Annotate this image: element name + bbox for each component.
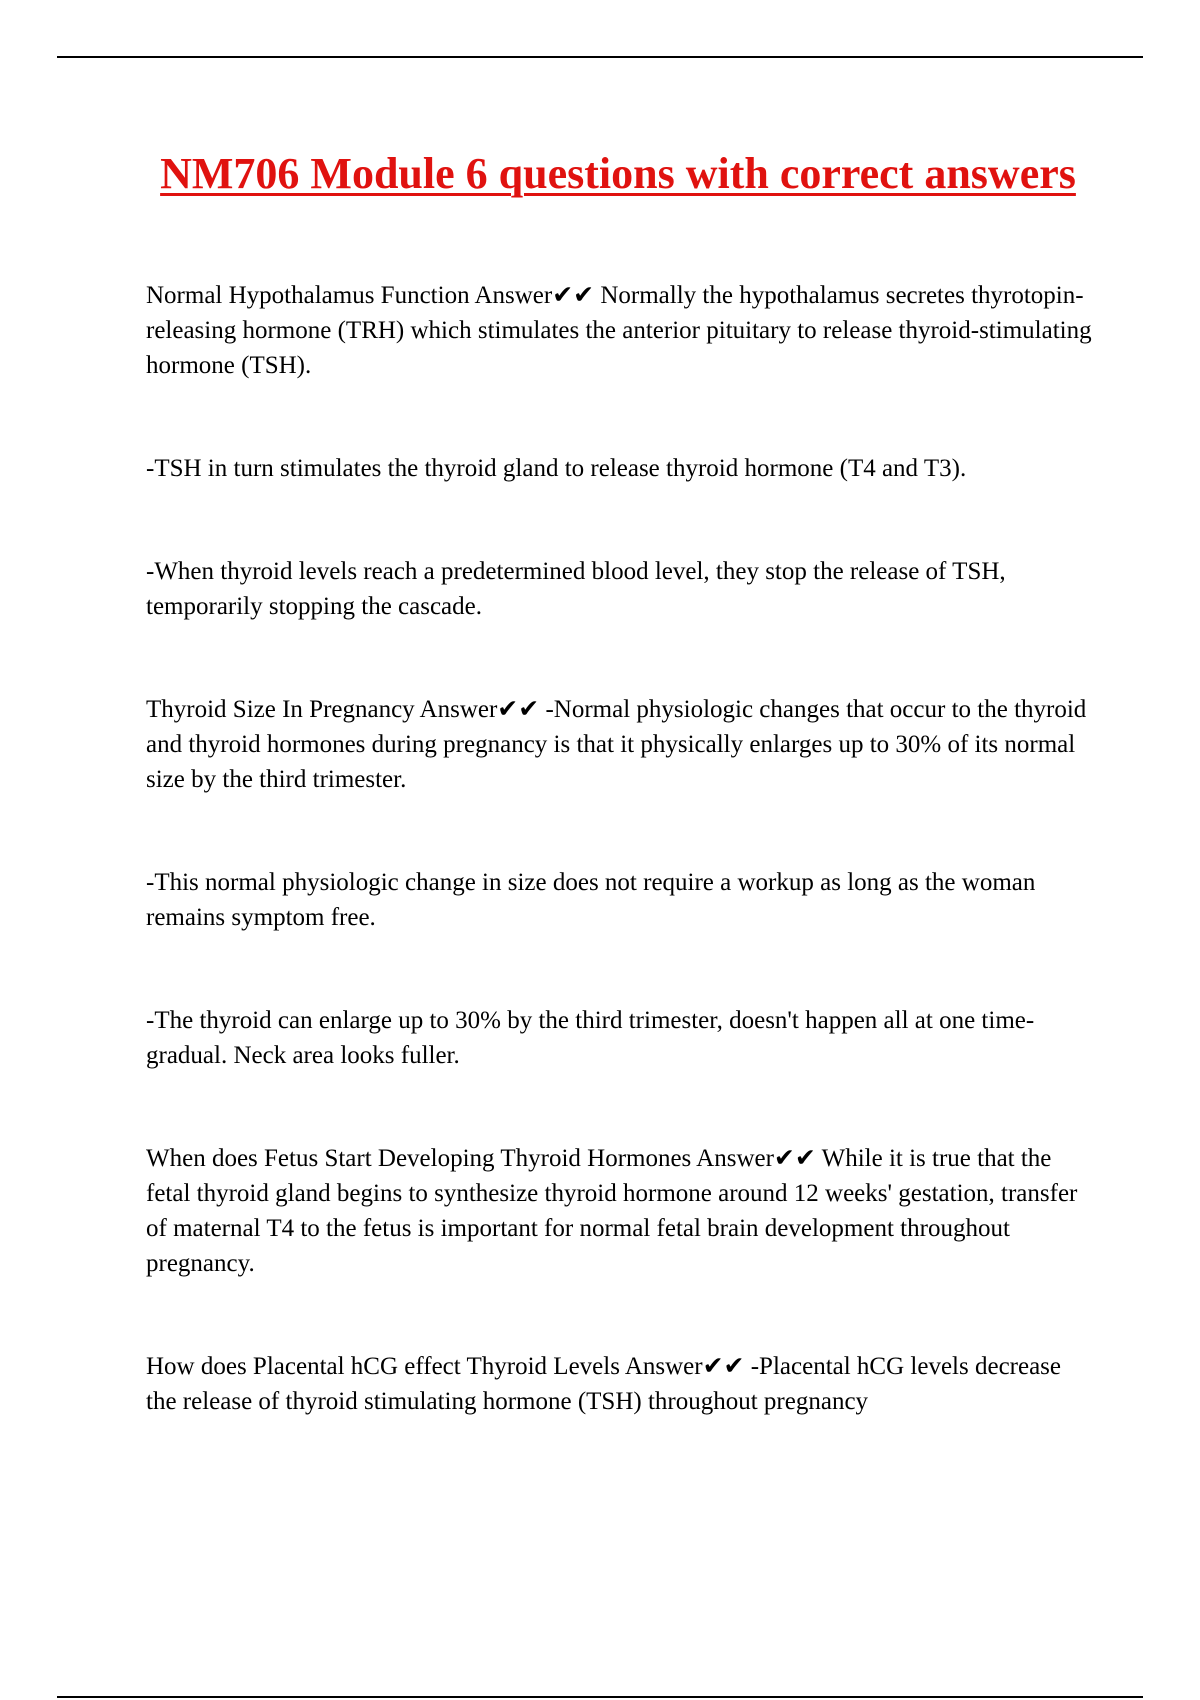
top-divider [57,56,1143,58]
paragraph-no-workup-needed: -This normal physiologic change in size does not require a workup as long as the woman remains symptom free. [146,869,1036,931]
paragraph-tsh-stimulates-thyroid: -TSH in turn stimulates the thyroid gland to release thyroid hormone (T4 and T3). [146,455,967,482]
paragraph-gradual-enlargement: -The thyroid can enlarge up to 30% by the third trimester, doesn't happen all at one time-gradual. Neck area looks fuller. [146,1007,1035,1069]
paragraph-thyroid-feedback: -When thyroid levels reach a predetermined blood level, they stop the release of TSH, temporarily stopping the cascade. [146,558,1006,620]
paragraph-thyroid-size-pregnancy: Thyroid Size In Pregnancy Answer✔✔ -Normal physiologic changes that occur to the thyroid and thyroid hormones during pregnancy is that it physically enlarges up to 30% of its normal size by the third trimester. [146,696,1087,793]
paragraph-placental-hcg-effect: How does Placental hCG effect Thyroid Levels Answer✔✔ -Placental hCG levels decrease the release of thyroid stimulating hormone (TSH) throughout pregnancy [146,1353,1062,1415]
bottom-divider [57,1696,1143,1698]
paragraph-fetal-thyroid-development: When does Fetus Start Developing Thyroid Hormones Answer✔✔ While it is true that the fetal thyroid gland begins to synthesize thyroid hormone around 12 weeks' gestation, transfer of maternal T4 to the fetus is important for normal fetal brain development throughout pregnancy. [146,1145,1078,1277]
document-title: NM706 Module 6 questions with correct answers [160,149,1076,198]
paragraph-normal-hypothalamus-function: Normal Hypothalamus Function Answer✔✔ Normally the hypothalamus secretes thyrotopin-releasing hormone (TRH) which stimulates the anterior pituitary to release thyroid-stimulating hormone (TSH). [146,282,1092,379]
document-body [146,278,1096,1419]
